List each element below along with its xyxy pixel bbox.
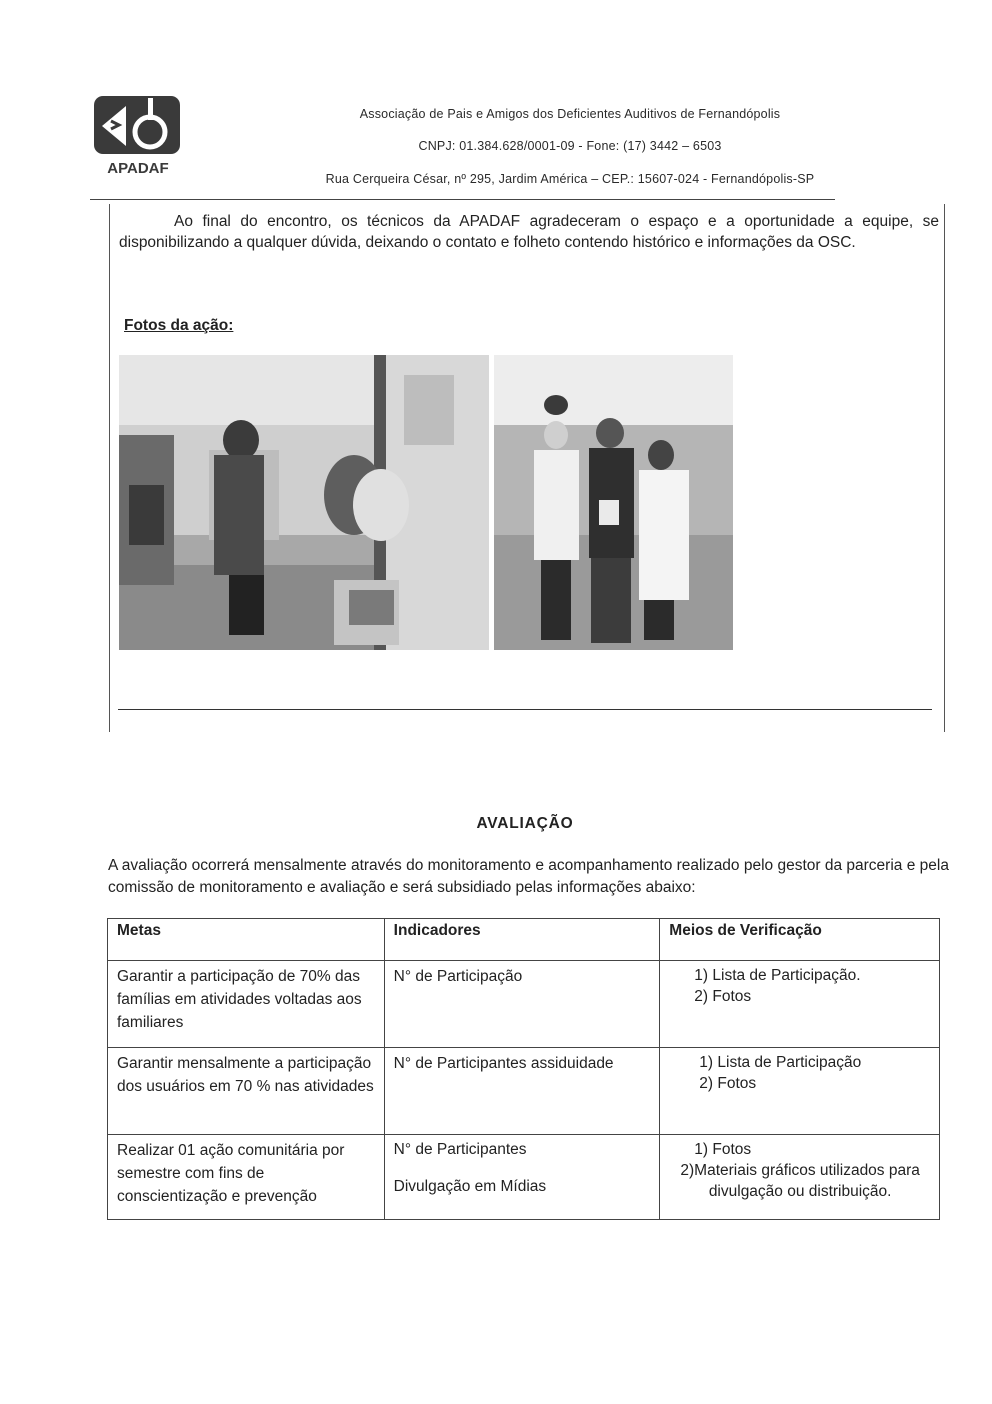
meta-cell: Garantir mensalmente a participação dos usuários em 70 % nas atividades [108,1048,385,1135]
header-divider [90,199,835,200]
meios-item: 1) Lista de Participação. [694,967,861,984]
table-row [108,1048,940,1135]
evaluation-table [107,918,940,1220]
meios-item: 2)Materiais gráficos utilizados para divulgação ou distribuição. [680,1162,920,1200]
indicador-item: Divulgação em Mídias [393,1178,547,1195]
table-header-row [108,919,940,961]
closing-paragraph: Ao final do encontro, os técnicos da APADAF agradeceram o espaço e a oportunidade a equipe, se disponibilizando a qualquer dúvida, deixando o contato e folheto contendo histórico e informações da OSC. [119,213,939,251]
action-photo-2 [494,355,733,650]
meios-cell [660,961,940,1048]
evaluation-title: AVALIAÇÃO [476,815,574,832]
meios-item: 1) Fotos [694,1141,752,1158]
meios-item: 2) Fotos [694,988,752,1005]
frame-right-border [944,204,945,732]
table-row [108,1135,940,1220]
frame-left-border [109,204,110,732]
meios-item: 2) Fotos [699,1075,757,1092]
meios-cell [660,1135,940,1220]
apadaf-logo [92,94,184,176]
meta-cell: Realizar 01 ação comunitária por semestre com fins de conscientização e prevenção [108,1135,385,1220]
meios-cell [660,1048,940,1135]
table-row [108,961,940,1048]
cnpj-phone-line: CNPJ: 01.384.628/0001-09 - Fone: (17) 3442 – 6503 [418,139,722,153]
indicador-cell: N° de Participantes assiduidade [384,1048,660,1135]
address-line: Rua Cerqueira César, nº 295, Jardim América – CEP.: 15607-024 - Fernandópolis-SP [325,172,815,186]
photos-heading: Fotos da ação: [124,317,234,334]
evaluation-intro: A avaliação ocorrerá mensalmente através do monitoramento e acompanhamento realizado pelo gestor da parceria e pela comissão de monitoramento e avaliação e será subsidiado pelas informações abaixo: [108,857,949,896]
frame-bottom-rule [118,709,932,710]
meta-cell: Garantir a participação de 70% das famílias em atividades voltadas aos familiares [108,961,385,1048]
header-meios: Meios de Verificação [660,919,940,961]
header-metas: Metas [108,919,385,961]
indicador-item: N° de Participantes [393,1141,527,1158]
indicador-cell [384,1135,660,1220]
svg-text:APADAF: APADAF [107,160,169,176]
meios-item: 1) Lista de Participação [699,1054,862,1071]
action-photo-1 [119,355,489,650]
header-indicadores: Indicadores [384,919,660,961]
organization-name: Associação de Pais e Amigos dos Deficientes Auditivos de Fernandópolis [359,107,781,121]
indicador-cell: N° de Participação [384,961,660,1048]
